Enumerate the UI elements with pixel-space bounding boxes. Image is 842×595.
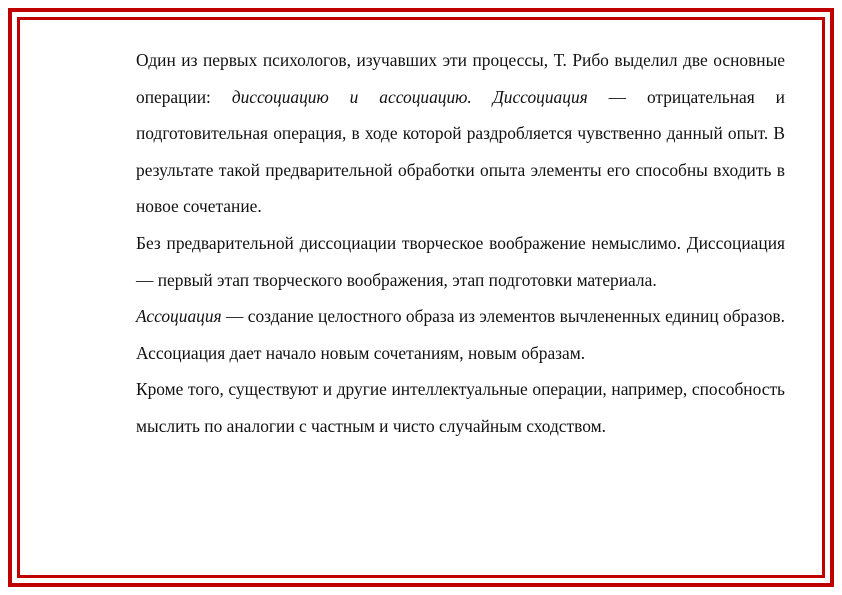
term-association-heading: Ассоциация xyxy=(136,306,222,327)
p1-definition-text: — отрицательная и подготовительная операция, в ходе которой раздробляется чувственно данный опыт. В результате такой предварительной обработки опыта элементы его способны входить в новое сочетание. xyxy=(136,86,785,217)
paragraph-ribot-operations xyxy=(136,42,785,225)
p3-definition-text: — создание целостного образа из элементов вычлененных единиц образов. Ассоциация дает начало новым сочетаниям, новым образам. xyxy=(136,306,785,363)
space xyxy=(358,87,379,107)
paragraph-association xyxy=(136,298,785,371)
space xyxy=(329,87,350,107)
term-dissociation-heading: Диссоциация xyxy=(492,86,588,107)
space xyxy=(472,87,493,107)
term-dissociation: диссоциацию xyxy=(231,86,329,107)
term-association: ассоциацию. xyxy=(379,86,472,107)
text-body xyxy=(136,42,785,445)
paragraph-dissociation-stage: Без предварительной диссоциации творческое воображение немыслимо. Диссоциация — первый этап творческого воображения, этап подготовки материала. xyxy=(136,232,785,290)
p1-intro-text: Один из первых психологов, изучавших эти процессы, Т. Рибо выделил две основные операции: xyxy=(136,50,785,107)
paragraph-other-operations: Кроме того, существуют и другие интеллектуальные операции, например, способность мыслить по аналогии с частным и чисто случайным сходством. xyxy=(136,379,785,436)
conjunction-and: и xyxy=(349,86,359,107)
